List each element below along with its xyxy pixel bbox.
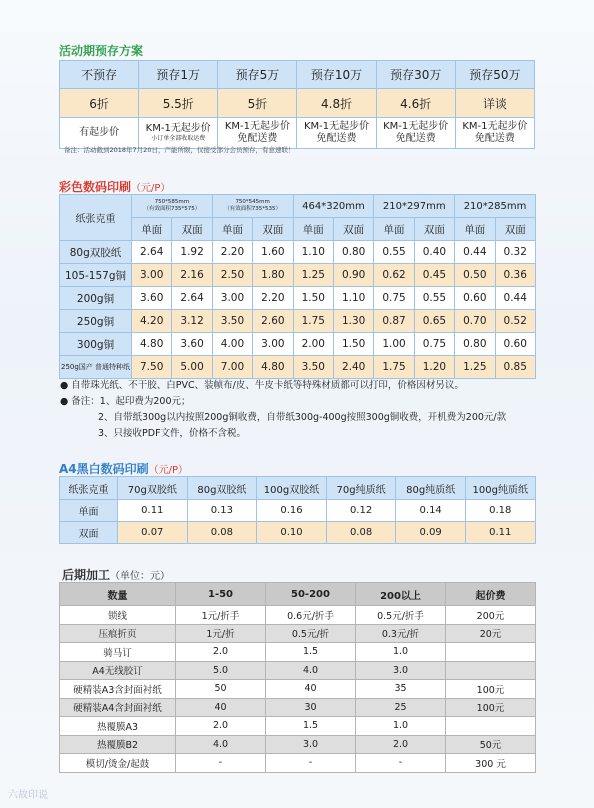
- table-row: [60, 717, 536, 736]
- price-cell: 1.60: [253, 241, 293, 264]
- price-cell: 3.50: [293, 356, 333, 379]
- price-cell: 2.40: [333, 356, 373, 379]
- size-main: 750*585mm: [154, 199, 190, 205]
- discount-cell: 6折: [60, 89, 139, 118]
- side-label: 双面: [414, 218, 454, 241]
- price-cell: 1.00: [374, 333, 414, 356]
- color-print-body: [60, 241, 536, 379]
- process-label: 模切/烫金/起鼓: [60, 754, 176, 773]
- section3-unit: （元/P）: [148, 465, 189, 476]
- price-cell: 4.80: [132, 333, 172, 356]
- finishing-table: [59, 582, 536, 773]
- price-cell: 0.14: [396, 500, 466, 522]
- finishing-header: 200以上: [356, 583, 446, 606]
- section2-title-text: 彩色数码印刷: [59, 180, 132, 194]
- price-cell: 7.50: [132, 356, 172, 379]
- price-cell: 0.70: [455, 310, 495, 333]
- price-cell: 0.16: [257, 500, 327, 522]
- prepay-plan-table: [59, 60, 535, 149]
- size-sub: （有效面积735*535）: [224, 206, 282, 212]
- paper-header: 100g双胶纸: [257, 477, 327, 500]
- note-sub: 小订单全部收取运费: [151, 135, 206, 142]
- price-cell: 0.87: [374, 310, 414, 333]
- table-row: [60, 735, 536, 754]
- side-label: 单面: [132, 218, 172, 241]
- price-cell: 4.80: [253, 356, 293, 379]
- price-cell: 0.75: [374, 287, 414, 310]
- color-print-table: [59, 194, 536, 379]
- note-sub: 免配送费: [395, 133, 436, 144]
- price-cell: 0.52: [495, 310, 535, 333]
- note-main: 有起步价: [79, 127, 120, 138]
- price-cell: 100元: [446, 698, 536, 717]
- price-cell: 0.90: [333, 264, 373, 287]
- note-cell: [60, 118, 139, 149]
- paper-header: 70g双胶纸: [118, 477, 188, 500]
- bw-print-table: [59, 476, 536, 544]
- table-row: [60, 754, 536, 773]
- discount-cell: 5.5折: [139, 89, 218, 118]
- process-label: 骑马订: [60, 643, 176, 662]
- row-label: 单面: [60, 500, 118, 522]
- table-row: [60, 661, 536, 680]
- note-line: 2、自带纸300g以内按照200g铜收费，自带纸300g-400g按照300g铜收费，开机费为200元/款: [98, 412, 507, 423]
- finishing-header: 起价费: [446, 583, 536, 606]
- price-cell: 1.0: [356, 643, 446, 662]
- note-sub: 免配送费: [316, 133, 357, 144]
- prepay-header: 预存5万: [218, 61, 297, 89]
- size-sub: （有效面积735*575）: [143, 206, 201, 212]
- price-cell: 4.0: [266, 661, 356, 680]
- size-header: [212, 195, 293, 218]
- price-cell: 2.0: [356, 735, 446, 754]
- note-cell: [455, 118, 534, 149]
- price-cell: 0.85: [495, 356, 535, 379]
- paper-label: 200g铜: [60, 287, 132, 310]
- note-main: KM-1无起步价: [383, 121, 449, 132]
- price-cell: 1.10: [333, 287, 373, 310]
- price-cell: 1.25: [293, 264, 333, 287]
- price-cell: 0.80: [333, 241, 373, 264]
- price-cell: 0.60: [495, 333, 535, 356]
- process-label: 压痕折页: [60, 624, 176, 643]
- size-header: 210*285mm: [455, 195, 536, 218]
- discount-cell: 4.8折: [297, 89, 376, 118]
- price-cell: 1.50: [293, 287, 333, 310]
- paper-header: 100g纯质纸: [465, 477, 535, 500]
- price-cell: 0.50: [455, 264, 495, 287]
- price-cell: 300 元: [446, 754, 536, 773]
- price-cell: 1.30: [333, 310, 373, 333]
- price-cell: 0.12: [326, 500, 396, 522]
- price-cell: 2.50: [212, 264, 252, 287]
- paper-header: 70g纯质纸: [326, 477, 396, 500]
- price-cell: 1.5: [266, 643, 356, 662]
- note-sub: 免配送费: [474, 133, 515, 144]
- table-row: [60, 624, 536, 643]
- side-label: 双面: [253, 218, 293, 241]
- section2-title: [59, 178, 170, 195]
- process-label: 锁线: [60, 606, 176, 625]
- watermark-logo: 六故印说: [8, 790, 48, 801]
- note-main: KM-1无起步价: [224, 121, 290, 132]
- price-cell: 5.0: [176, 661, 266, 680]
- note-line: ● 备注：1、起印费为200元；: [60, 396, 191, 407]
- price-cell: 0.62: [374, 264, 414, 287]
- note-sub: 免配送费: [237, 133, 278, 144]
- price-cell: 2.0: [176, 717, 266, 736]
- price-cell: 2.16: [172, 264, 212, 287]
- price-cell: 2.0: [176, 643, 266, 662]
- price-cell: 0.44: [455, 241, 495, 264]
- price-cell: 7.00: [212, 356, 252, 379]
- note-cell: [218, 118, 297, 149]
- price-cell: 35: [356, 680, 446, 699]
- price-cell: 2.20: [253, 287, 293, 310]
- price-cell: [446, 717, 536, 736]
- note-main: KM-1无起步价: [145, 123, 211, 134]
- side-label: 单面: [293, 218, 333, 241]
- side-label: 单面: [212, 218, 252, 241]
- price-cell: 4.20: [132, 310, 172, 333]
- section1-title: 活动期预存方案: [59, 44, 144, 58]
- price-cell: 0.55: [414, 287, 454, 310]
- price-cell: [446, 661, 536, 680]
- price-cell: 3.12: [172, 310, 212, 333]
- prepay-header: 预存50万: [455, 61, 534, 89]
- section3-title: [59, 460, 188, 477]
- finishing-header: 1-50: [176, 583, 266, 606]
- price-cell: 2.20: [212, 241, 252, 264]
- price-cell: 0.08: [187, 522, 257, 544]
- price-cell: 100元: [446, 680, 536, 699]
- paper-label: 300g铜: [60, 333, 132, 356]
- process-label: A4无线胶订: [60, 661, 176, 680]
- price-cell: 0.80: [455, 333, 495, 356]
- table-row: [60, 356, 536, 379]
- price-cell: 1.75: [374, 356, 414, 379]
- price-cell: 50: [176, 680, 266, 699]
- price-cell: 0.45: [414, 264, 454, 287]
- finishing-header: 50-200: [266, 583, 356, 606]
- prepay-header: 预存10万: [297, 61, 376, 89]
- side-label: 双面: [172, 218, 212, 241]
- section3-title-text: A4黑白数码印刷: [59, 462, 149, 476]
- side-label: 双面: [333, 218, 373, 241]
- price-cell: 0.55: [374, 241, 414, 264]
- price-cell: 4.00: [212, 333, 252, 356]
- price-cell: 25: [356, 698, 446, 717]
- table-row: [60, 698, 536, 717]
- price-cell: 1.25: [455, 356, 495, 379]
- table-row: [60, 333, 536, 356]
- note-main: KM-1无起步价: [303, 121, 370, 132]
- side-label: 单面: [455, 218, 495, 241]
- price-cell: 50元: [446, 735, 536, 754]
- price-cell: 0.32: [495, 241, 535, 264]
- price-cell: [446, 643, 536, 662]
- price-cell: 2.64: [132, 241, 172, 264]
- price-cell: 0.65: [414, 310, 454, 333]
- table-row: [60, 241, 536, 264]
- price-cell: 1.5: [266, 717, 356, 736]
- price-cell: 1.50: [333, 333, 373, 356]
- price-cell: 3.0: [356, 661, 446, 680]
- note-cell: [139, 118, 218, 149]
- table-row: [60, 643, 536, 662]
- row-label: 双面: [60, 522, 118, 544]
- price-cell: -: [266, 754, 356, 773]
- paper-header: 80g纯质纸: [396, 477, 466, 500]
- price-cell: 0.75: [414, 333, 454, 356]
- price-cell: 0.40: [414, 241, 454, 264]
- section4-unit: （单位：元）: [110, 571, 171, 582]
- price-cell: 0.11: [465, 522, 535, 544]
- price-cell: 0.08: [326, 522, 396, 544]
- price-cell: 2.00: [293, 333, 333, 356]
- section4-title: [62, 566, 170, 583]
- price-cell: 0.36: [495, 264, 535, 287]
- price-cell: -: [356, 754, 446, 773]
- price-cell: 4.0: [176, 735, 266, 754]
- price-cell: 40: [176, 698, 266, 717]
- price-cell: 3.00: [253, 333, 293, 356]
- process-label: 硬精装A3含封面衬纸: [60, 680, 176, 699]
- price-cell: 2.60: [253, 310, 293, 333]
- size-header: 464*320mm: [293, 195, 374, 218]
- prepay-footnote: 备注：活动截到2018年7月20日，产能所限，仅接受部分会员预存，有意速联！: [64, 146, 295, 154]
- corner-label: 纸张克重: [60, 195, 132, 241]
- price-cell: 0.09: [396, 522, 466, 544]
- table-row: [60, 680, 536, 699]
- price-cell: 3.0: [266, 735, 356, 754]
- paper-label: 250g铜: [60, 310, 132, 333]
- prepay-header: 不预存: [60, 61, 139, 89]
- price-cell: 0.60: [455, 287, 495, 310]
- price-cell: 3.60: [172, 333, 212, 356]
- price-cell: 1.20: [414, 356, 454, 379]
- table-row: [60, 287, 536, 310]
- price-cell: 1.75: [293, 310, 333, 333]
- price-cell: 3.50: [212, 310, 252, 333]
- paper-label: 250g国产 普通特种纸: [60, 356, 132, 379]
- price-cell: 2.64: [172, 287, 212, 310]
- table-row: [60, 606, 536, 625]
- table-row: [60, 310, 536, 333]
- price-cell: 1.80: [253, 264, 293, 287]
- price-cell: -: [176, 754, 266, 773]
- price-cell: 20元: [446, 624, 536, 643]
- side-label: 单面: [374, 218, 414, 241]
- price-cell: 0.5元/折: [266, 624, 356, 643]
- section2-unit: （元/P）: [131, 183, 171, 194]
- price-cell: 3.60: [132, 287, 172, 310]
- paper-label: 80g双胶纸: [60, 241, 132, 264]
- price-cell: 3.00: [132, 264, 172, 287]
- discount-cell: 详谈: [455, 89, 534, 118]
- price-cell: 0.07: [118, 522, 188, 544]
- price-cell: 1.92: [172, 241, 212, 264]
- price-cell: 5.00: [172, 356, 212, 379]
- process-label: 硬精装A4含封面衬纸: [60, 698, 176, 717]
- size-header: [132, 195, 213, 218]
- paper-header: 80g双胶纸: [187, 477, 257, 500]
- finishing-header: 数量: [60, 583, 176, 606]
- process-label: 热覆膜B2: [60, 735, 176, 754]
- side-label: 双面: [495, 218, 535, 241]
- price-cell: 40: [266, 680, 356, 699]
- note-main: KM-1无起步价: [462, 121, 528, 132]
- price-cell: 0.18: [465, 500, 535, 522]
- process-label: 热覆膜A3: [60, 717, 176, 736]
- price-cell: 1元/折手: [176, 606, 266, 625]
- prepay-header: 预存30万: [376, 61, 455, 89]
- table-row: [60, 264, 536, 287]
- prepay-header: 预存1万: [139, 61, 218, 89]
- price-cell: 0.44: [495, 287, 535, 310]
- print-notes: [60, 378, 506, 442]
- price-cell: 0.3元/折: [356, 624, 446, 643]
- price-cell: 3.00: [212, 287, 252, 310]
- note-line: 3、只接收PDF文件，价格不含税。: [98, 428, 247, 439]
- paper-label: 105-157g铜: [60, 264, 132, 287]
- note-cell: [376, 118, 455, 149]
- price-cell: 0.11: [118, 500, 188, 522]
- price-cell: 1元/折: [176, 624, 266, 643]
- corner-label: 纸张克重: [60, 477, 118, 500]
- finishing-body: [60, 606, 536, 773]
- price-cell: 1.10: [293, 241, 333, 264]
- size-main: 750*545mm: [235, 199, 270, 205]
- discount-cell: 4.6折: [376, 89, 455, 118]
- note-cell: [297, 118, 376, 149]
- discount-cell: 5折: [218, 89, 297, 118]
- price-cell: 30: [266, 698, 356, 717]
- price-cell: 0.10: [257, 522, 327, 544]
- price-cell: 0.6元/折手: [266, 606, 356, 625]
- price-cell: 0.5元/折手: [356, 606, 446, 625]
- price-cell: 1.0: [356, 717, 446, 736]
- price-cell: 0.13: [187, 500, 257, 522]
- note-line: ● 自带珠光纸、不干胶、白PVC、装帧布/皮、牛皮卡纸等特殊材质都可以打印，价格因材另议。: [60, 380, 464, 391]
- size-header: 210*297mm: [374, 195, 455, 218]
- section4-title-text: 后期加工: [62, 568, 111, 582]
- price-cell: 200元: [446, 606, 536, 625]
